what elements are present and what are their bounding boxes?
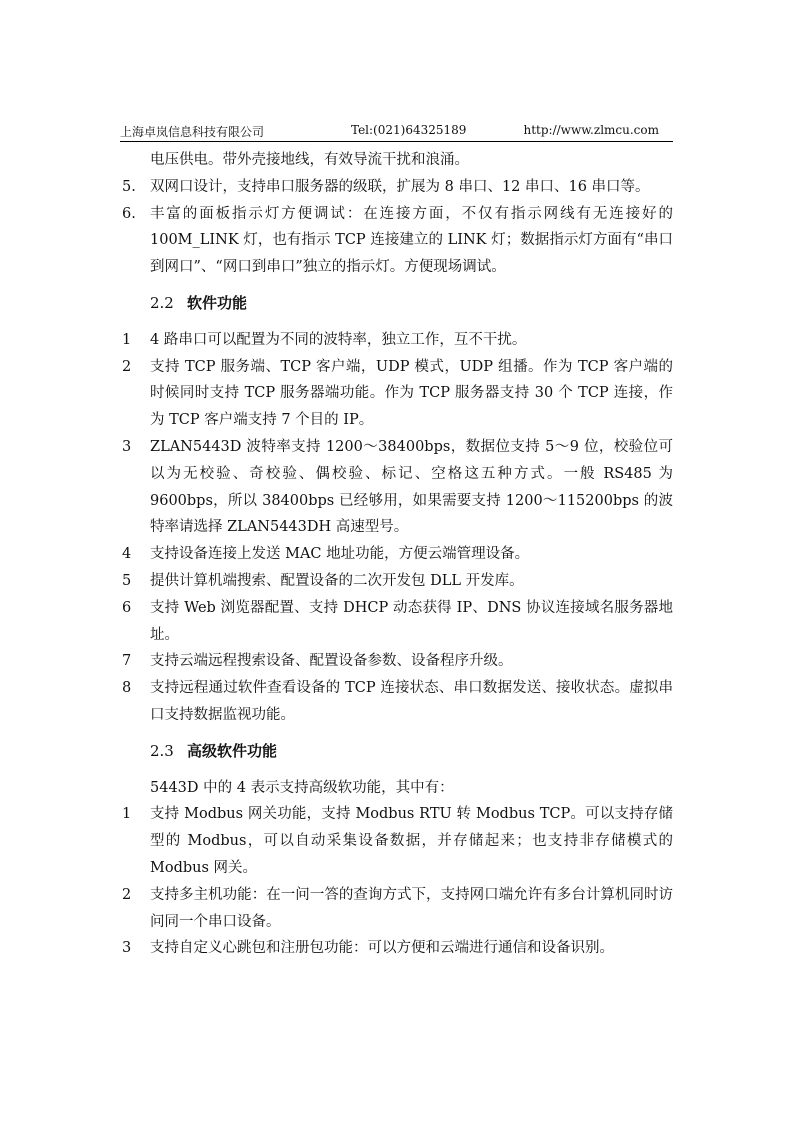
list-text: 提供计算机端搜索、配置设备的二次开发包 DLL 开发库。 xyxy=(150,572,524,589)
section-title: 高级软件功能 xyxy=(187,741,278,760)
section-heading-2-3 xyxy=(120,738,673,765)
list-item-sw-1 xyxy=(120,327,673,354)
list-item-adv-2 xyxy=(120,882,673,936)
list-item-adv-3 xyxy=(120,935,673,962)
list-text: 支持设备连接上发送 MAC 地址功能，方便云端管理设备。 xyxy=(150,546,530,563)
list-item-sw-8 xyxy=(120,675,673,729)
list-text: 丰富的面板指示灯方便调试：在连接方面，不仅有指示网线有无连接好的 100M_LINK 灯，也有指示 TCP 连接建立的 LINK 灯；数据指示灯方面有“串口到网口”、“网口到串口”独立的指示灯。方便现场调试。 xyxy=(150,205,673,276)
section-heading-2-2 xyxy=(120,290,673,317)
list-number: 4 xyxy=(122,546,132,563)
list-number: 6. xyxy=(122,205,136,222)
list-item-sw-4 xyxy=(120,541,673,568)
list-text: 4 路串口可以配置为不同的波特率，独立工作，互不干扰。 xyxy=(150,331,527,348)
document-body xyxy=(120,147,673,962)
list-text: ZLAN5443D 波特率支持 1200～38400bps，数据位支持 5～9 位，校验位可以为无校验、奇校验、偶校验、标记、空格这五种方式。一般 RS485 为 9600bps，所以 38400bps 已经够用，如果需要支持 1200～115200bps 的波特率请选择 ZLAN5443DH 高速型号。 xyxy=(150,438,673,536)
header-company: 上海卓岚信息科技有限公司 xyxy=(120,125,265,139)
list-item-hw-5 xyxy=(120,174,673,201)
list-number: 5 xyxy=(122,572,132,589)
list-item-sw-7 xyxy=(120,648,673,675)
intro-continuation: 电压供电。带外壳接地线，有效导流干扰和浪涌。 xyxy=(150,152,469,168)
list-number: 2 xyxy=(122,886,132,903)
list-text: 支持多主机功能：在一问一答的查询方式下，支持网口端允许有多台计算机同时访问同一个串口设备。 xyxy=(150,886,673,930)
list-item-sw-6 xyxy=(120,595,673,649)
header-tel: Tel:(021)64325189 xyxy=(351,123,467,137)
section-number: 2.3 xyxy=(150,741,174,760)
list-text: 支持自定义心跳包和注册包功能：可以方便和云端进行通信和设备识别。 xyxy=(150,940,614,957)
list-number: 3 xyxy=(122,940,132,957)
list-text: 支持 TCP 服务端、TCP 客户端，UDP 模式，UDP 组播。作为 TCP 客户端的时候同时支持 TCP 服务器端功能。作为 TCP 服务器支持 30 个 TCP 连接，作为 TCP 客户端支持 7 个目的 IP。 xyxy=(150,358,673,429)
list-item-sw-2 xyxy=(120,354,673,434)
list-number: 2 xyxy=(122,358,132,375)
section-intro: 5443D 中的 4 表示支持高级软功能，其中有： xyxy=(150,779,454,796)
list-number: 3 xyxy=(122,438,132,455)
list-text: 支持云端远程搜索设备、配置设备参数、设备程序升级。 xyxy=(150,653,513,670)
list-text: 支持 Web 浏览器配置、支持 DHCP 动态获得 IP、DNS 协议连接域名服务器地址。 xyxy=(150,599,673,643)
list-item-hw-6 xyxy=(120,201,673,281)
header-url: http://www.zlmcu.com xyxy=(523,123,659,137)
section-title: 软件功能 xyxy=(187,293,248,312)
list-number: 5. xyxy=(122,178,136,195)
list-text: 支持 Modbus 网关功能，支持 Modbus RTU 转 Modbus TCP。可以支持存储型的 Modbus，可以自动采集设备数据，并存储起来；也支持非存储模式的 Modbus 网关。 xyxy=(150,806,673,876)
list-item-sw-3 xyxy=(120,434,673,541)
list-text: 双网口设计，支持串口服务器的级联，扩展为 8 串口、12 串口、16 串口等。 xyxy=(150,178,650,195)
list-item-sw-5 xyxy=(120,568,673,595)
list-number: 7 xyxy=(122,653,132,670)
section-number: 2.2 xyxy=(150,293,174,312)
list-number: 1 xyxy=(122,806,132,823)
list-number: 6 xyxy=(122,599,132,616)
list-number: 8 xyxy=(122,680,132,697)
list-number: 1 xyxy=(122,331,132,348)
list-item-adv-1 xyxy=(120,801,673,881)
page-header xyxy=(120,121,673,142)
list-text: 支持远程通过软件查看设备的 TCP 连接状态、串口数据发送、接收状态。虚拟串口支持数据监视功能。 xyxy=(150,680,673,723)
